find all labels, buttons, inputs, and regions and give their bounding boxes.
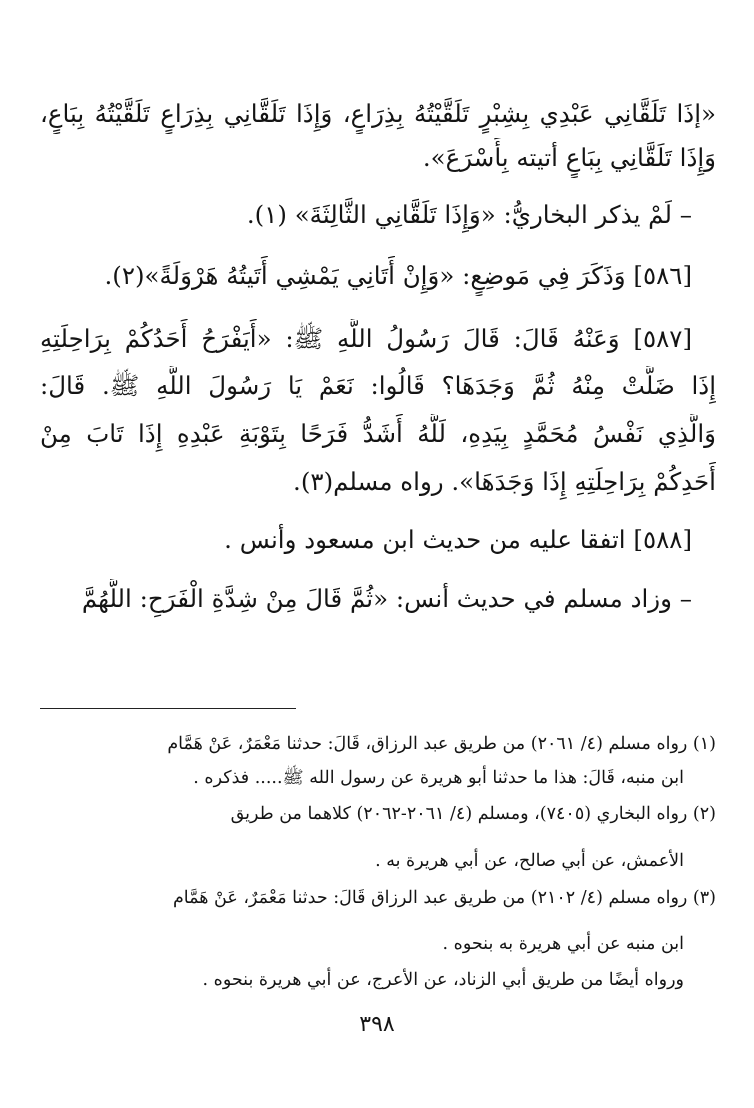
footnote-1-line-1: (١) رواه مسلم (٤/ ٢٠٦١) من طريق عبد الرزاق، قَالَ: حدثنا مَعْمَرٌ، عَنْ هَمَّام xyxy=(167,734,716,754)
hadith-587-line-3: وَالَّذِي نَفْسُ مُحَمَّدٍ بِيَدِهِ، لَلَّهُ أَشَدُّ فَرَحًا بِتَوْبَةِ عَبْدِهِ إِذَا تَابَ مِنْ xyxy=(40,419,716,448)
footnote-3-line-3: ورواه أيضًا من طريق أبي الزناد، عن الأعرج، عن أبي هريرة بنحوه . xyxy=(202,970,684,990)
page-number: ٣٩٨ xyxy=(359,1012,395,1037)
footnote-2-line-2: الأعمش، عن أبي صالح، عن أبي هريرة به . xyxy=(375,851,684,871)
note-line: – لَمْ يذكر البخاريُّ: «وَإِذَا تَلَقَّانِي الثَّالِثَةَ» (١). xyxy=(246,200,692,229)
footnote-divider xyxy=(40,708,296,709)
footnote-3-line-2: ابن منبه عن أبي هريرة به بنحوه . xyxy=(442,934,684,954)
hadith-text-line-2: وَإِذَا تَلَقَّانِي بِبَاعٍ أتيته بِأَسْرَعَ». xyxy=(422,143,716,172)
hadith-586: [٥٨٦] وَذَكَرَ فِي مَوضِعٍ: «وَإِنْ أَتَانِي يَمْشِي أَتَيتُهُ هَرْوَلَةً»(٢). xyxy=(104,261,692,290)
footnote-2-line-1: (٢) رواه البخاري (٧٤٠٥)، ومسلم (٤/ ٢٠٦١-٢٠٦٢) كلاهما من طريق xyxy=(230,804,716,824)
hadith-588: [٥٨٨] اتفقا عليه من حديث ابن مسعود وأنس . xyxy=(224,525,692,554)
footnote-3-line-1: (٣) رواه مسلم (٤/ ٢١٠٢) من طريق عبد الرزاق قَالَ: حدثنا مَعْمَرٌ، عَنْ هَمَّام xyxy=(172,888,716,908)
footnote-1-line-2: ابن منبه، قَالَ: هذا ما حدثنا أبو هريرة عن رسول الله ﷺ..... فذكره . xyxy=(193,768,684,788)
hadith-587-line-4: أَحَدِكُمْ بِرَاحِلَتِهِ إِذَا وَجَدَهَا». رواه مسلم(٣). xyxy=(293,467,716,496)
addition-line: – وزاد مسلم في حديث أنس: «ثُمَّ قَالَ مِنْ شِدَّةِ الْفَرَحِ: اللَّهُمَّ xyxy=(81,584,692,613)
hadith-text-line-1: «إذَا تَلَقَّانِي عَبْدِي بِشِبْرٍ تَلَقَّيْتُهُ بِذِرَاعٍ، وَإِذَا تَلَقَّانِي بِذِرَاعٍ تَلَقَّيْتُهُ بِبَاعٍ، xyxy=(40,99,716,128)
hadith-587-line-1: [٥٨٧] وَعَنْهُ قَالَ: قَالَ رَسُولُ اللَّهِ ﷺ: «أَيَفْرَحُ أَحَدُكُمْ بِرَاحِلَتِهِ xyxy=(40,324,692,353)
hadith-587-line-2: إِذَا ضَلَّتْ مِنْهُ ثُمَّ وَجَدَهَا؟ قَالُوا: نَعَمْ يَا رَسُولَ اللَّهِ ﷺ. قَالَ: xyxy=(40,371,716,400)
